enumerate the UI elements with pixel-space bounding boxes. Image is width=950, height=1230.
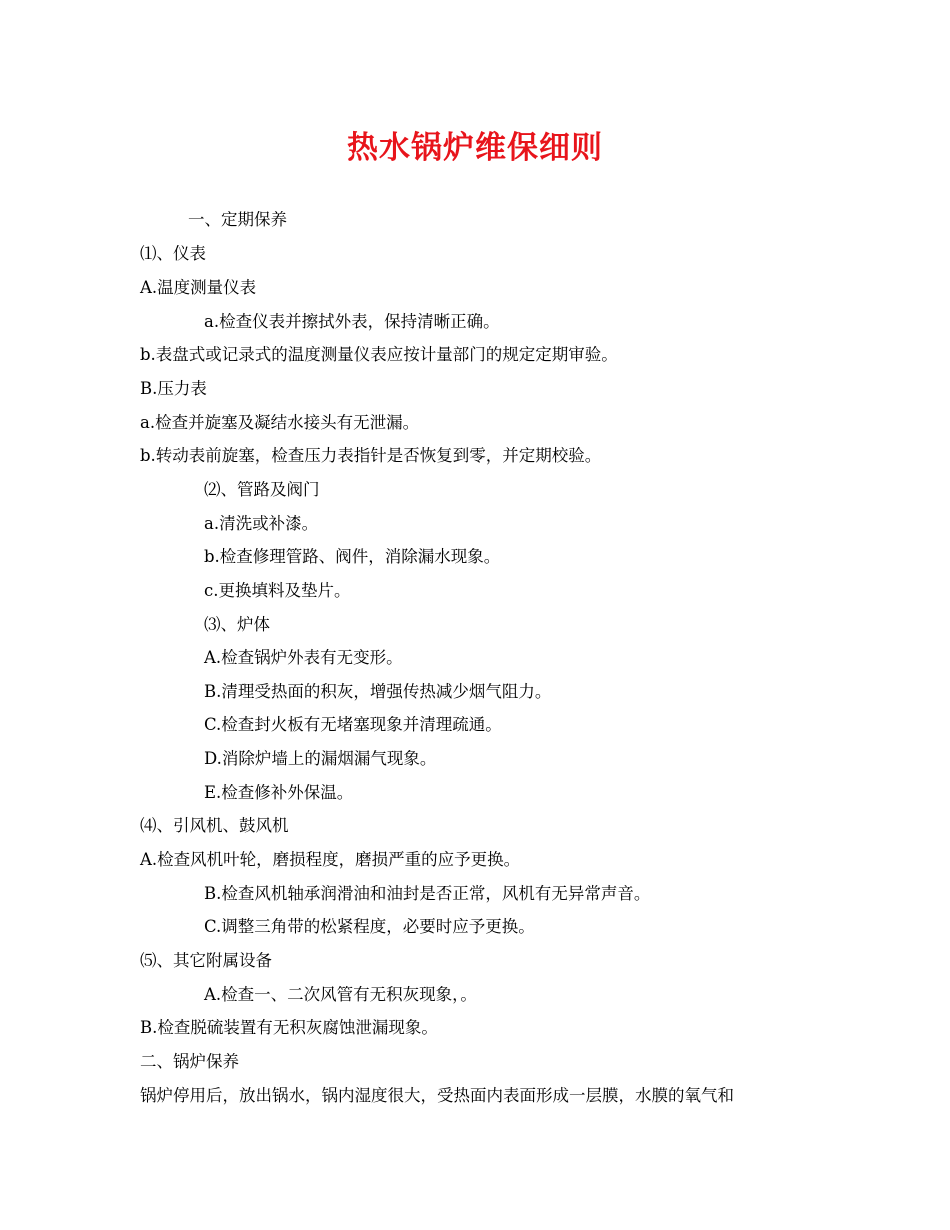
paragraph-line: C.检查封火板有无堵塞现象并清理疏通。 — [204, 715, 502, 734]
paragraph-line: A.检查锅炉外表有无变形。 — [204, 648, 403, 667]
item-heading-temperature-gauges: A.温度测量仪表 — [140, 278, 257, 297]
paragraph-line: E.检查修补外保温。 — [204, 783, 354, 802]
paragraph-line: B.清理受热面的积灰，增强传热减少烟气阻力。 — [204, 682, 552, 701]
paragraph-line: c.更换填料及垫片。 — [204, 581, 351, 600]
paragraph-line: b.表盘式或记录式的温度测量仪表应按计量部门的规定定期审验。 — [140, 345, 618, 364]
paragraph-line: 锅炉停用后，放出锅水，锅内湿度很大，受热面内表面形成一层膜，水膜的氧气和 — [140, 1086, 734, 1105]
paragraph-line: a.检查并旋塞及凝结水接头有无泄漏。 — [140, 413, 420, 432]
section-heading-periodic-maintenance: 一、定期保养 — [188, 210, 287, 229]
subsection-heading-instruments: ⑴、仪表 — [140, 244, 206, 263]
subsection-heading-auxiliary-equipment: ⑸、其它附属设备 — [140, 951, 272, 970]
paragraph-line: B.检查风机轴承润滑油和油封是否正常，风机有无异常声音。 — [204, 884, 651, 903]
document-title: 热水锅炉维保细则 — [347, 130, 603, 166]
paragraph-line: A.检查一、二次风管有无积灰现象，。 — [204, 985, 477, 1004]
paragraph-line: C.调整三角带的松紧程度，必要时应予更换。 — [204, 917, 535, 936]
paragraph-line: a.清洗或补漆。 — [204, 514, 319, 533]
item-heading-pressure-gauge: B.压力表 — [140, 379, 207, 398]
subsection-heading-fans: ⑷、引风机、鼓风机 — [140, 816, 289, 835]
paragraph-line: A.检查风机叶轮，磨损程度，磨损严重的应予更换。 — [140, 850, 521, 869]
paragraph-line: b.检查修理管路、阀件，消除漏水现象。 — [204, 547, 501, 566]
section-heading-boiler-maintenance: 二、锅炉保养 — [140, 1052, 239, 1071]
paragraph-line: b.转动表前旋塞，检查压力表指针是否恢复到零，并定期校验。 — [140, 446, 602, 465]
subsection-heading-pipes-valves: ⑵、管路及阀门 — [204, 480, 320, 499]
subsection-heading-furnace-body: ⑶、炉体 — [204, 615, 270, 634]
paragraph-line: D.消除炉墙上的漏烟漏气现象。 — [204, 749, 437, 768]
paragraph-line: B.检查脱硫装置有无积灰腐蚀泄漏现象。 — [140, 1018, 438, 1037]
paragraph-line: a.检查仪表并擦拭外表，保持清晰正确。 — [204, 312, 500, 331]
